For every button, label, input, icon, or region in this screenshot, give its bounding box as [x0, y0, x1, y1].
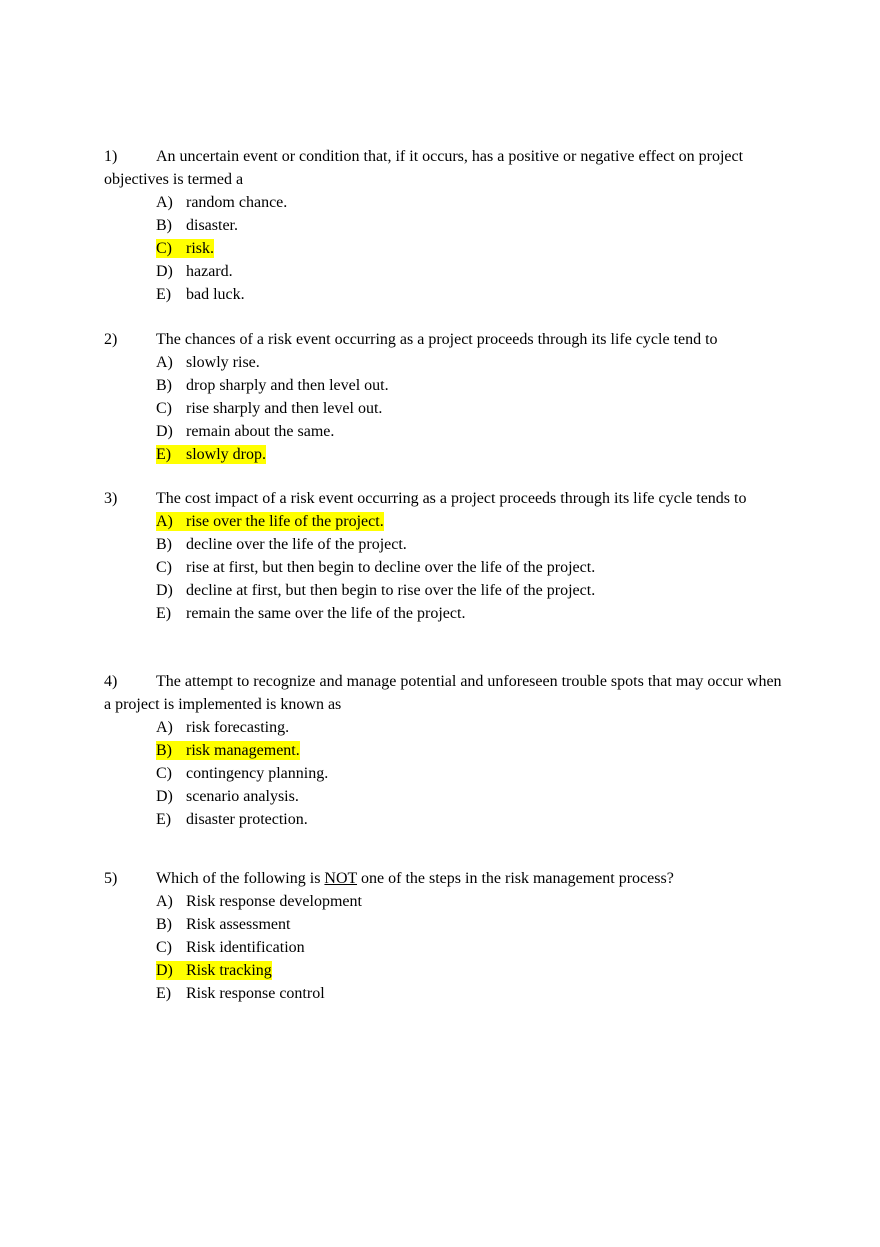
- answer-options: [104, 716, 784, 831]
- option-letter: D): [156, 582, 173, 599]
- answer-options: [104, 890, 784, 1005]
- answer-option: [156, 283, 784, 306]
- answer-option: [156, 260, 784, 283]
- question-number: 1): [104, 148, 118, 165]
- answer-option: [156, 533, 784, 556]
- option-text: rise at first, but then begin to decline over the life of the project.: [186, 559, 596, 576]
- option-letter: E): [156, 811, 172, 828]
- question-number: 3): [104, 490, 118, 507]
- option-letter: C): [156, 240, 172, 257]
- question-1: [104, 145, 784, 306]
- option-text: risk management.: [186, 742, 300, 759]
- option-letter: C): [156, 765, 172, 782]
- answer-option: [156, 890, 784, 913]
- answer-option: [156, 913, 784, 936]
- answer-option: [156, 785, 784, 808]
- question-text: Which of the following is: [156, 870, 325, 887]
- option-text: remain the same over the life of the project.: [186, 605, 466, 622]
- question-number: 2): [104, 331, 118, 348]
- option-text: remain about the same.: [186, 423, 335, 440]
- question-stem: [104, 670, 784, 716]
- answer-option: [156, 762, 784, 785]
- answer-option: [156, 191, 784, 214]
- answer-option: [156, 936, 784, 959]
- answer-option: [156, 420, 784, 443]
- answer-option: [156, 579, 784, 602]
- option-letter: B): [156, 916, 172, 933]
- option-letter: A): [156, 513, 173, 530]
- answer-option: [156, 739, 784, 762]
- option-text: rise over the life of the project.: [186, 513, 384, 530]
- option-letter: D): [156, 962, 173, 979]
- option-letter: C): [156, 939, 172, 956]
- option-letter: E): [156, 605, 172, 622]
- answer-option: [156, 808, 784, 831]
- option-letter: E): [156, 985, 172, 1002]
- option-text: disaster.: [186, 217, 238, 234]
- option-text: bad luck.: [186, 286, 245, 303]
- option-letter: C): [156, 559, 172, 576]
- option-text: random chance.: [186, 194, 288, 211]
- answer-option: [156, 397, 784, 420]
- option-text: slowly drop.: [186, 446, 266, 463]
- option-letter: A): [156, 893, 173, 910]
- option-text: disaster protection.: [186, 811, 308, 828]
- option-letter: D): [156, 788, 173, 805]
- option-letter: B): [156, 536, 172, 553]
- question-text: The attempt to recognize and manage potential and unforeseen trouble spots that may occur when a project is implemented is known as: [104, 673, 782, 713]
- question-text: The cost impact of a risk event occurring as a project proceeds through its life cycle tends to: [156, 490, 747, 507]
- option-letter: B): [156, 742, 172, 759]
- option-text: rise sharply and then level out.: [186, 400, 383, 417]
- option-text: slowly rise.: [186, 354, 260, 371]
- answer-option: [156, 374, 784, 397]
- option-text: risk.: [186, 240, 214, 257]
- option-letter: C): [156, 400, 172, 417]
- question-emphasis: NOT: [324, 870, 358, 887]
- option-letter: A): [156, 194, 173, 211]
- option-text: decline at first, but then begin to rise over the life of the project.: [186, 582, 596, 599]
- question-5: [104, 867, 784, 1005]
- option-letter: E): [156, 446, 172, 463]
- option-letter: B): [156, 377, 172, 394]
- answer-option: [156, 602, 784, 625]
- option-letter: A): [156, 354, 173, 371]
- answer-options: [104, 191, 784, 306]
- option-text: Risk response control: [186, 985, 325, 1002]
- question-4: [104, 670, 784, 831]
- question-stem: [104, 328, 784, 351]
- answer-options: [104, 351, 784, 466]
- answer-option: [156, 510, 784, 533]
- option-text: Risk assessment: [186, 916, 291, 933]
- option-letter: A): [156, 719, 173, 736]
- option-text: scenario analysis.: [186, 788, 299, 805]
- question-stem: [104, 145, 784, 191]
- answer-option: [156, 556, 784, 579]
- question-text: An uncertain event or condition that, if it occurs, has a positive or negative effect on project objectives is termed a: [104, 148, 744, 188]
- option-text: hazard.: [186, 263, 233, 280]
- option-text: drop sharply and then level out.: [186, 377, 389, 394]
- question-stem: [104, 487, 784, 510]
- option-text: risk forecasting.: [186, 719, 290, 736]
- option-text: contingency planning.: [186, 765, 329, 782]
- answer-option: [156, 351, 784, 374]
- option-letter: B): [156, 217, 172, 234]
- answer-option: [156, 214, 784, 237]
- answer-option: [156, 959, 784, 982]
- option-text: decline over the life of the project.: [186, 536, 407, 553]
- question-number: 5): [104, 870, 118, 887]
- answer-option: [156, 237, 784, 260]
- question-3: [104, 487, 784, 625]
- question-2: [104, 328, 784, 466]
- question-text: The chances of a risk event occurring as a project proceeds through its life cycle tend to: [156, 331, 718, 348]
- question-text: one of the steps in the risk management process?: [357, 870, 674, 887]
- option-text: Risk identification: [186, 939, 305, 956]
- answer-option: [156, 443, 784, 466]
- answer-options: [104, 510, 784, 625]
- option-letter: D): [156, 263, 173, 280]
- question-number: 4): [104, 673, 118, 690]
- answer-option: [156, 716, 784, 739]
- option-text: Risk tracking: [186, 962, 272, 979]
- question-stem: [104, 867, 784, 890]
- option-letter: D): [156, 423, 173, 440]
- option-letter: E): [156, 286, 172, 303]
- answer-option: [156, 982, 784, 1005]
- option-text: Risk response development: [186, 893, 362, 910]
